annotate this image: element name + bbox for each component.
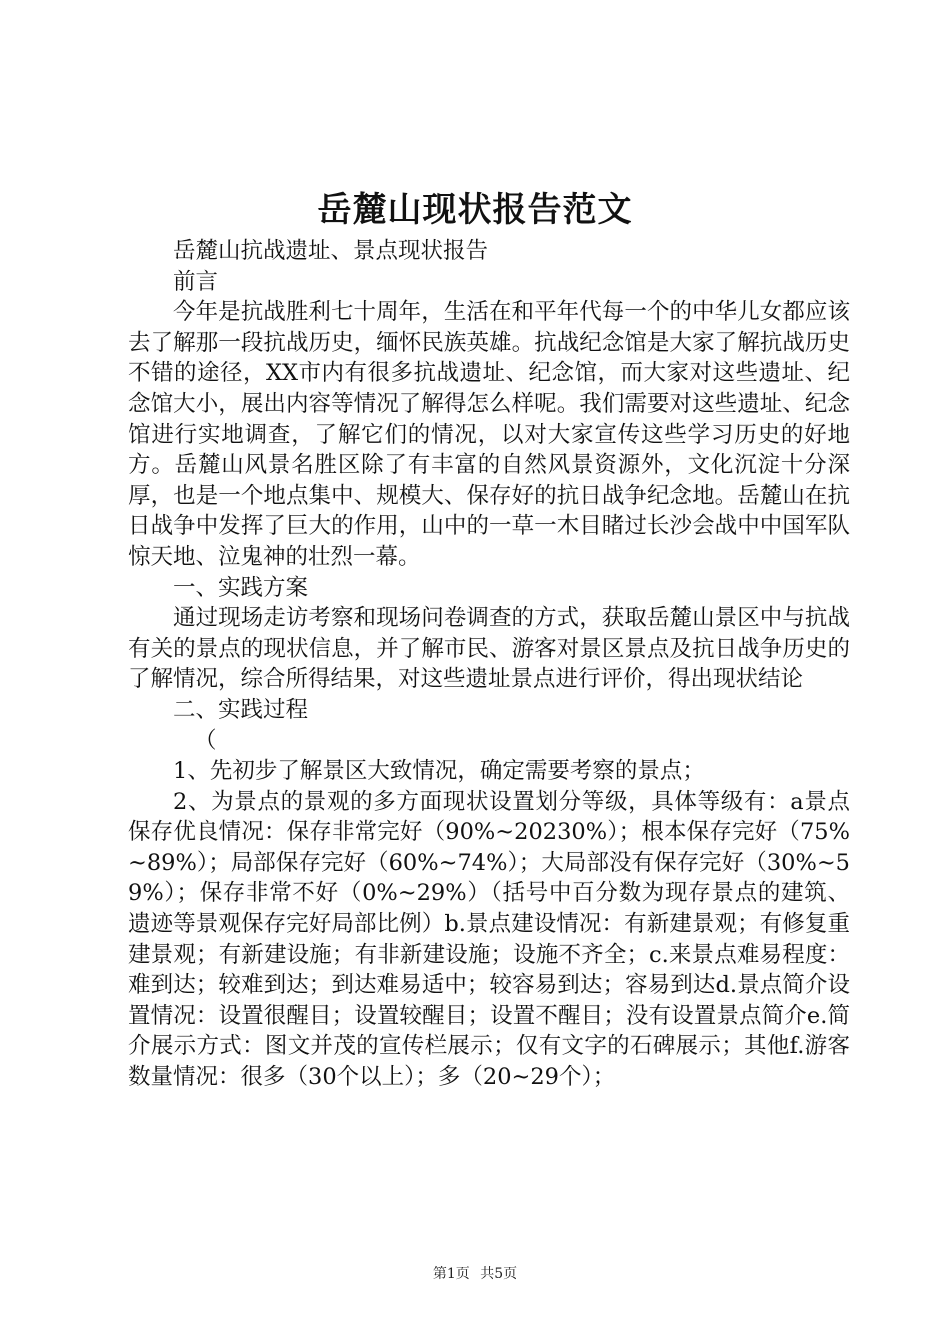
- plan-paragraph: 通过现场走访考察和现场问卷调查的方式，获取岳麓山景区中与抗战有关的景点的现状信息，并了解市民、游客对景区景点及抗日战争历史的了解情况，综合所得结果，对这些遗址景点进行评价，得出现状结论: [128, 605, 850, 693]
- open-paren-line: （: [194, 727, 217, 754]
- page-number: 第1页: [432, 1266, 470, 1282]
- page-footer: [0, 1264, 950, 1284]
- section-heading-plan: 一、实践方案: [173, 574, 309, 601]
- process-step-2: 2、为景点的景观的多方面现状设置划分等级，具体等级有：a景点保存优良情况：保存非常完好（90%~20230%）；根本保存完好（75%~89%）；局部保存完好（60%~74%）；大局部没有保存完好（30%~59%）；保存非常不好（0%~29%）（括号中百分数为现存景点的建筑、遗迹等景观保存完好局部比例）b.景点建设情况：有新建景观；有修复重建景观；有新建设施；有非新建设施；设施不齐全；c.来景点难易程度：难到达；较难到达；到达难易适中；较容易到达；容易到达d.景点简介设置情况：设置很醒目；设置较醒目；设置不醒目；没有设置景点简介e.简介展示方式：图文并茂的宣传栏展示；仅有文字的石碑展示；其他f.游客数量情况：很多（30个以上）；多（20~29个）；: [128, 788, 850, 1091]
- process-step-1: 1、先初步了解景区大致情况，确定需要考察的景点；: [173, 758, 705, 785]
- preface-heading: 前言: [173, 268, 219, 295]
- document-title: 岳麓山现状报告范文: [317, 190, 633, 230]
- page-total: 共5页: [480, 1266, 518, 1282]
- preface-paragraph: 今年是抗战胜利七十周年，生活在和平年代每一个的中华儿女都应该去了解那一段抗战历史，缅怀民族英雄。抗战纪念馆是大家了解抗战历史不错的途径，XX市内有很多抗战遗址、纪念馆，而大家对这些遗址、纪念馆大小，展出内容等情况了解得怎么样呢。我们需要对这些遗址、纪念馆进行实地调查，了解它们的情况，以对大家宣传这些学习历史的好地方。岳麓山风景名胜区除了有丰富的自然风景资源外，文化沉淀十分深厚，也是一个地点集中、规模大、保存好的抗日战争纪念地。岳麓山在抗日战争中发挥了巨大的作用，山中的一草一木目睹过长沙会战中中国军队惊天地、泣鬼神的壮烈一幕。: [128, 299, 850, 570]
- section-heading-process: 二、实践过程: [173, 696, 309, 723]
- subtitle-paragraph: 岳麓山抗战遗址、景点现状报告: [173, 238, 489, 264]
- document-body: [128, 236, 850, 1093]
